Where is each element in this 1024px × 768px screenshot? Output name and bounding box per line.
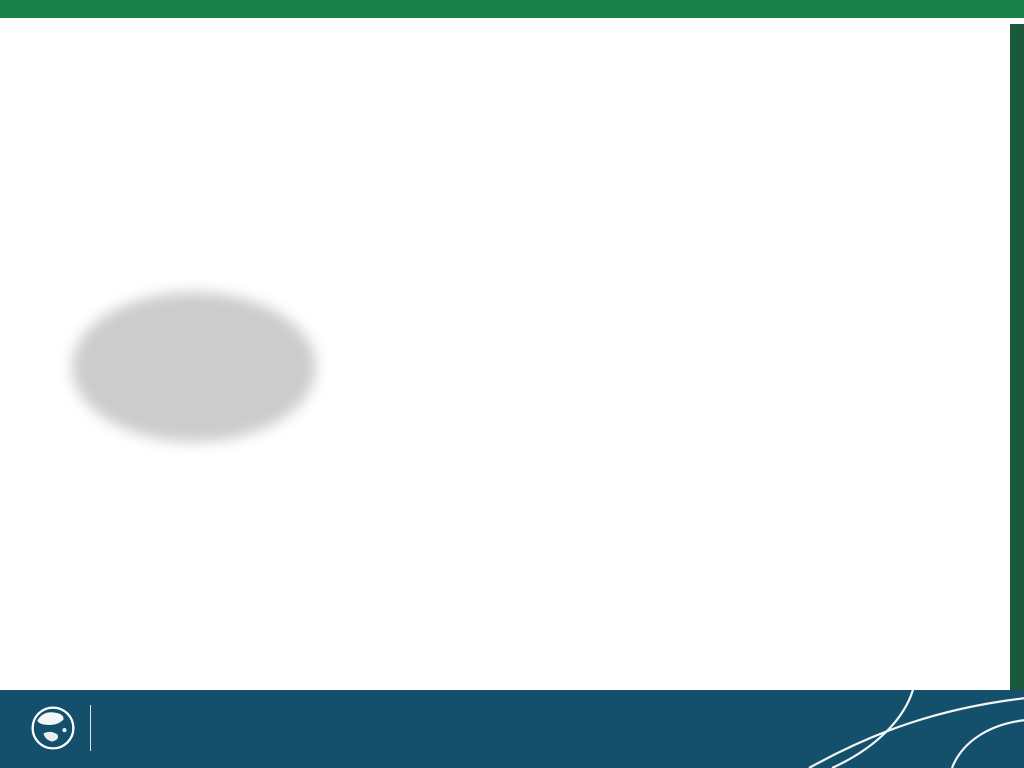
legend-item — [352, 297, 522, 311]
legend-item — [352, 261, 522, 275]
top-accent-bar — [0, 0, 1024, 18]
legend-item — [352, 369, 522, 383]
chart-legend — [352, 261, 522, 405]
globe-arcs-decoration — [804, 690, 1024, 768]
investment-section — [50, 497, 972, 542]
legend-swatch-other — [352, 373, 362, 383]
pie-surface — [68, 258, 316, 408]
strategy-section — [540, 88, 1005, 172]
legend-swatch-guarantees — [352, 301, 362, 311]
legend-swatch-equity — [352, 337, 362, 347]
globe-icon — [30, 705, 76, 751]
legend-swatch-loans — [352, 265, 362, 275]
pie-chart — [68, 258, 316, 442]
footer-bar — [0, 690, 1024, 768]
ifc-logo — [30, 705, 101, 751]
legend-item — [352, 333, 522, 347]
logo-divider — [90, 705, 91, 751]
right-accent-bar — [1010, 24, 1024, 690]
